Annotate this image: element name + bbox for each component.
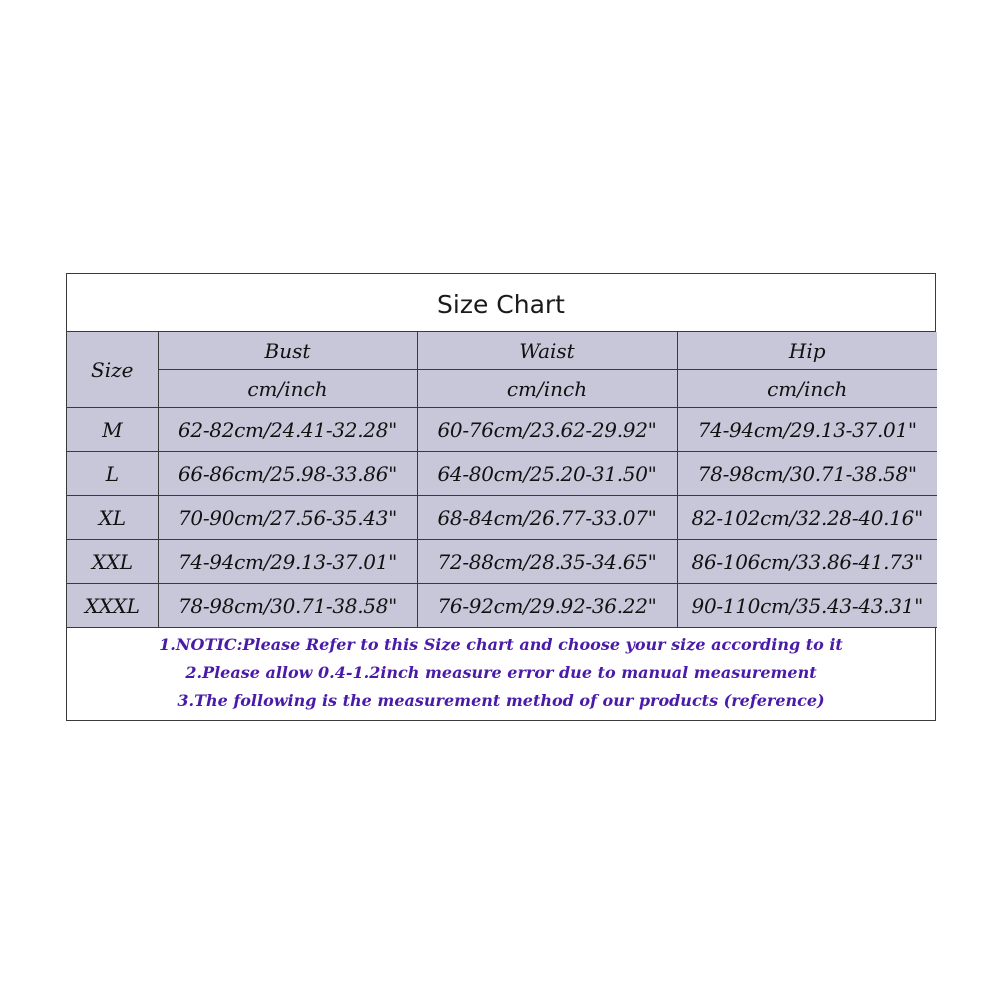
waist-cell: 60-76cm/23.62-29.92" [417, 408, 677, 452]
bust-cell: 62-82cm/24.41-32.28" [158, 408, 417, 452]
note-line: 2.Please allow 0.4-1.2inch measure error due to manual measurement [185, 663, 817, 682]
size-table [67, 332, 937, 628]
unit-bust: cm/inch [158, 370, 417, 408]
table-row [67, 584, 937, 628]
hip-cell: 86-106cm/33.86-41.73" [677, 540, 937, 584]
column-header-bust: Bust [158, 332, 417, 370]
unit-waist: cm/inch [417, 370, 677, 408]
bust-cell: 74-94cm/29.13-37.01" [158, 540, 417, 584]
waist-cell: 72-88cm/28.35-34.65" [417, 540, 677, 584]
size-chart [66, 273, 936, 721]
hip-cell: 78-98cm/30.71-38.58" [677, 452, 937, 496]
size-header: Size [67, 332, 158, 408]
bust-cell: 78-98cm/30.71-38.58" [158, 584, 417, 628]
size-cell: XXL [67, 540, 158, 584]
hip-cell: 82-102cm/32.28-40.16" [677, 496, 937, 540]
unit-hip: cm/inch [677, 370, 937, 408]
column-header-hip: Hip [677, 332, 937, 370]
table-row [67, 540, 937, 584]
header-row [67, 332, 937, 370]
bust-cell: 66-86cm/25.98-33.86" [158, 452, 417, 496]
size-cell: M [67, 408, 158, 452]
table-row [67, 408, 937, 452]
table-row [67, 496, 937, 540]
waist-cell: 64-80cm/25.20-31.50" [417, 452, 677, 496]
table-row [67, 452, 937, 496]
size-cell: XL [67, 496, 158, 540]
note-line: 1.NOTIC:Please Refer to this Size chart and choose your size according to it [159, 635, 843, 654]
column-header-waist: Waist [417, 332, 677, 370]
notes [67, 628, 935, 715]
note-line: 3.The following is the measurement method of our products (reference) [177, 691, 825, 710]
waist-cell: 76-92cm/29.92-36.22" [417, 584, 677, 628]
bust-cell: 70-90cm/27.56-35.43" [158, 496, 417, 540]
waist-cell: 68-84cm/26.77-33.07" [417, 496, 677, 540]
hip-cell: 74-94cm/29.13-37.01" [677, 408, 937, 452]
size-cell: XXXL [67, 584, 158, 628]
size-cell: L [67, 452, 158, 496]
chart-title: Size Chart [67, 274, 935, 332]
unit-row [67, 370, 937, 408]
hip-cell: 90-110cm/35.43-43.31" [677, 584, 937, 628]
